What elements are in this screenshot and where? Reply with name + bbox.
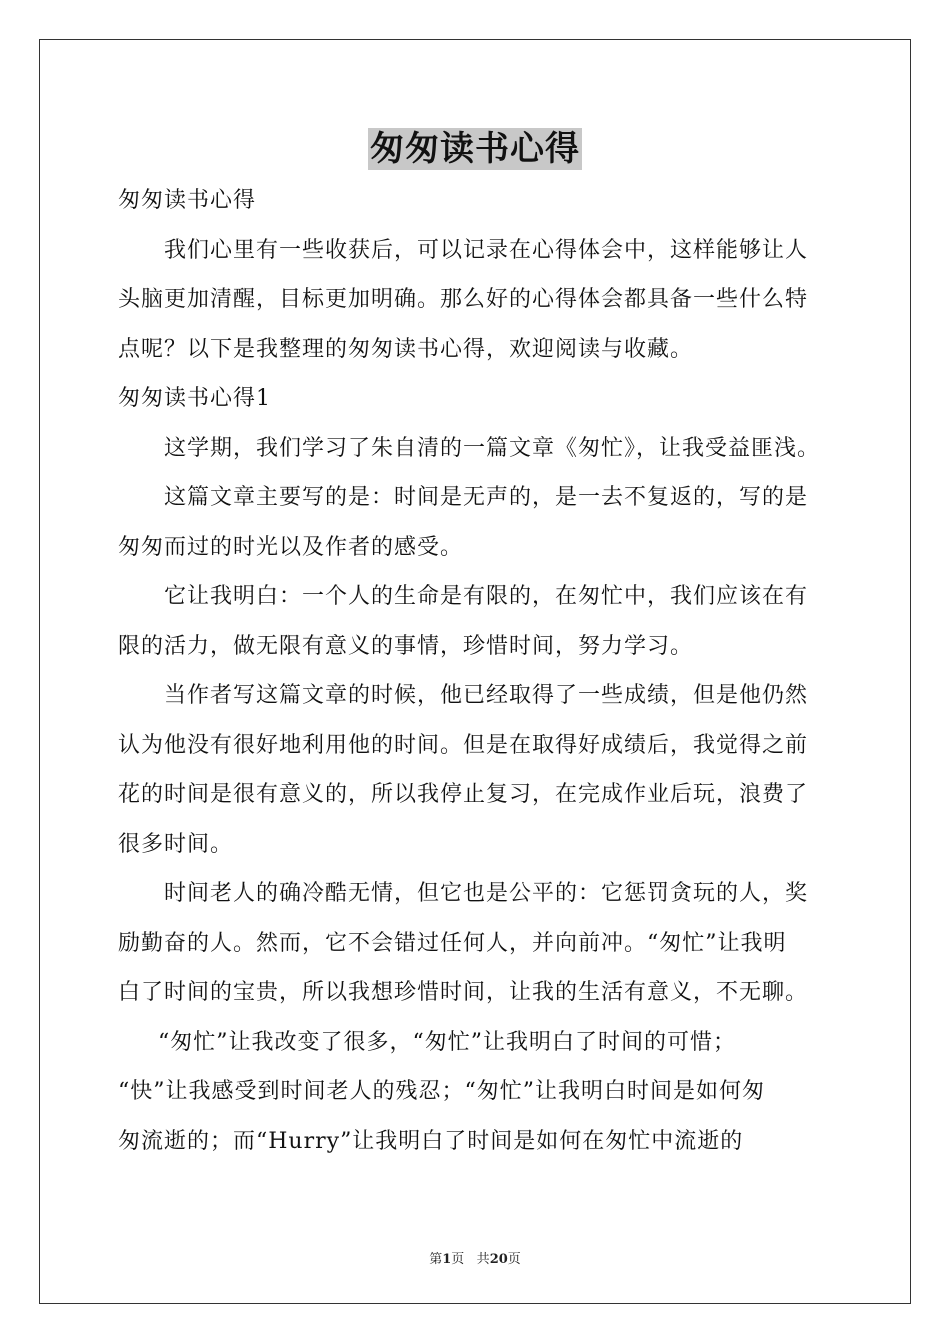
- title-container: [0, 128, 950, 170]
- footer-prefix: 第: [429, 1252, 443, 1267]
- text-line: 匆匆读书心得: [118, 188, 257, 213]
- text-line: 点呢？以下是我整理的匆匆读书心得，欢迎阅读与收藏。: [118, 336, 694, 362]
- text-line: 励勤奋的人。然而，它不会错过任何人，并向前冲。“匆忙”让我明: [118, 930, 787, 956]
- document-body: [118, 176, 848, 1166]
- text-line: 我们心里有一些收获后，可以记录在心得体会中，这样能够让人: [164, 237, 809, 263]
- text-line: 白了时间的宝贵，所以我想珍惜时间，让我的生活有意义，不无聊。: [118, 980, 809, 1005]
- footer-page-unit: 页: [451, 1252, 465, 1267]
- text-line: 头脑更加清醒，目标更加明确。那么好的心得体会都具备一些什么特: [118, 287, 809, 312]
- text-line: 限的活力，做无限有意义的事情，珍惜时间，努力学习。: [118, 633, 694, 659]
- text-line: 很多时间。: [118, 831, 234, 857]
- text-line: 认为他没有很好地利用他的时间。但是在取得好成绩后，我觉得之前: [118, 732, 809, 758]
- footer-total-pages: 20: [489, 1252, 508, 1267]
- text-line: 匆匆而过的时光以及作者的感受。: [118, 534, 464, 560]
- footer-total-unit: 页: [507, 1252, 521, 1267]
- text-line: 当作者写这篇文章的时候，他已经取得了一些成绩，但是他仍然: [164, 683, 809, 708]
- text-line: 花的时间是很有意义的，所以我停止复习，在完成作业后玩，浪费了: [118, 782, 809, 807]
- text-line: 匆流逝的；而“Hurry”让我明白了时间是如何在匆忙中流逝的: [118, 1128, 744, 1154]
- text-line: “匆忙”让我改变了很多，“匆忙”让我明白了时间的可惜；: [158, 1029, 736, 1055]
- text-line: 它让我明白：一个人的生命是有限的，在匆忙中，我们应该在有: [164, 584, 809, 609]
- text-line: “快”让我感受到时间老人的残忍；“匆忙”让我明白时间是如何匆: [118, 1079, 765, 1104]
- text-line: 这篇文章主要写的是：时间是无声的，是一去不复返的，写的是: [164, 485, 809, 510]
- text-line: 时间老人的确冷酷无情，但它也是公平的：它惩罚贪玩的人，奖: [164, 881, 809, 906]
- text-line: 这学期，我们学习了朱自清的一篇文章《匆忙》，让我受益匪浅。: [164, 435, 821, 461]
- text-line: 匆匆读书心得1: [118, 386, 271, 411]
- document-title: 匆匆读书心得: [370, 129, 580, 169]
- page-footer: [0, 1248, 950, 1267]
- footer-page-number: 1: [442, 1252, 452, 1267]
- footer-total-prefix: 共: [476, 1252, 490, 1267]
